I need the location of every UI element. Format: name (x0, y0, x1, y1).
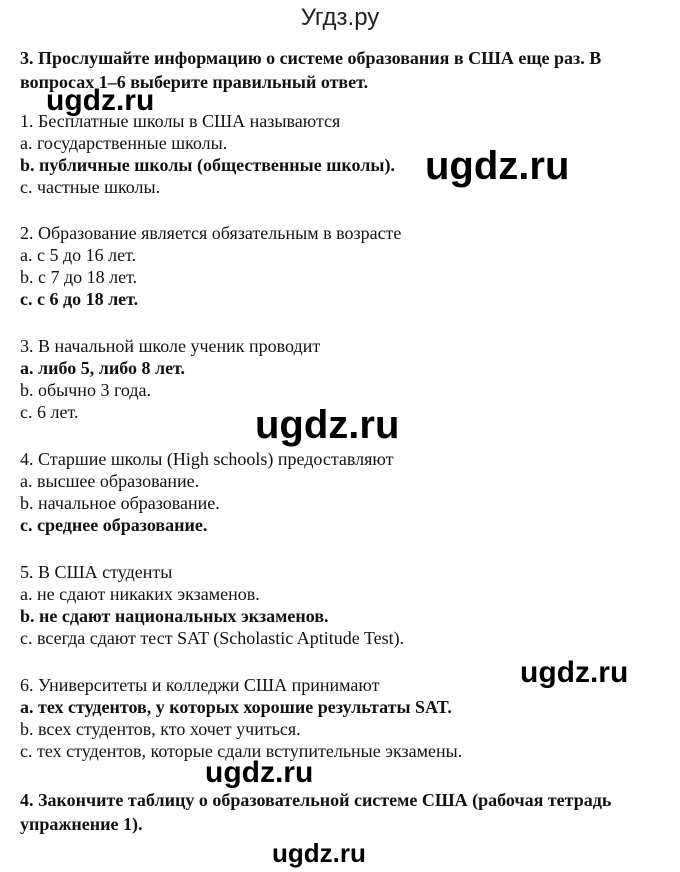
q1-option-a: a. государственные школы. (20, 133, 228, 153)
q6-option-a-correct: a. тех студентов, у которых хорошие результаты SAT. (20, 697, 452, 717)
q5-option-c: c. всегда сдают тест SAT (Scholastic Aptitude Test). (20, 628, 405, 648)
q6-option-b: b. всех студентов, кто хочет учиться. (20, 719, 301, 739)
q5-question: 5. В США студенты (20, 562, 173, 582)
q1-option-c: c. частные школы. (20, 177, 161, 197)
task3-title: 3. Прослушайте информацию о системе образования в США еще раз. В вопросах 1–6 выберите правильный ответ. (20, 48, 602, 92)
q3-option-b: b. обычно 3 года. (20, 380, 152, 400)
q6-question: 6. Университеты и колледжи США принимают (20, 675, 380, 695)
q3-question: 3. В начальной школе ученик проводит (20, 336, 321, 356)
q2-question: 2. Образование является обязательным в возрасте (20, 223, 402, 243)
q5-option-a: a. не сдают никаких экзаменов. (20, 584, 260, 604)
q1-option-b-correct: b. публичные школы (общественные школы). (20, 155, 395, 175)
q4-option-b: b. начальное образование. (20, 493, 220, 513)
q4-question: 4. Старшие школы (High schools) предоставляют (20, 449, 394, 469)
watermark: ugdz.ru (46, 84, 155, 117)
q3-option-c: c. 6 лет. (20, 402, 79, 422)
q2-option-a: a. с 5 до 16 лет. (20, 245, 137, 265)
q2-option-c-correct: c. с 6 до 18 лет. (20, 289, 139, 309)
watermark: ugdz.ru (520, 656, 629, 689)
q1-question: 1. Бесплатные школы в США называются (20, 111, 341, 131)
q4-option-a: a. высшее образование. (20, 471, 200, 491)
task4-title: 4. Закончите таблицу о образовательной системе США (рабочая тетрадь упражнение 1). (20, 790, 612, 834)
site-header: Угдз.ру (300, 4, 380, 31)
q2-option-b: b. с 7 до 18 лет. (20, 267, 138, 287)
q6-option-c: c. тех студентов, которые сдали вступительные экзамены. (20, 741, 463, 761)
watermark: ugdz.ru (205, 756, 314, 789)
watermark: ugdz.ru (272, 838, 366, 868)
q3-option-a-correct: a. либо 5, либо 8 лет. (20, 358, 186, 378)
q4-option-c-correct: c. среднее образование. (20, 515, 208, 535)
watermark: ugdz.ru (425, 144, 570, 188)
q5-option-b-correct: b. не сдают национальных экзаменов. (20, 606, 329, 626)
watermark: ugdz.ru (255, 403, 400, 447)
